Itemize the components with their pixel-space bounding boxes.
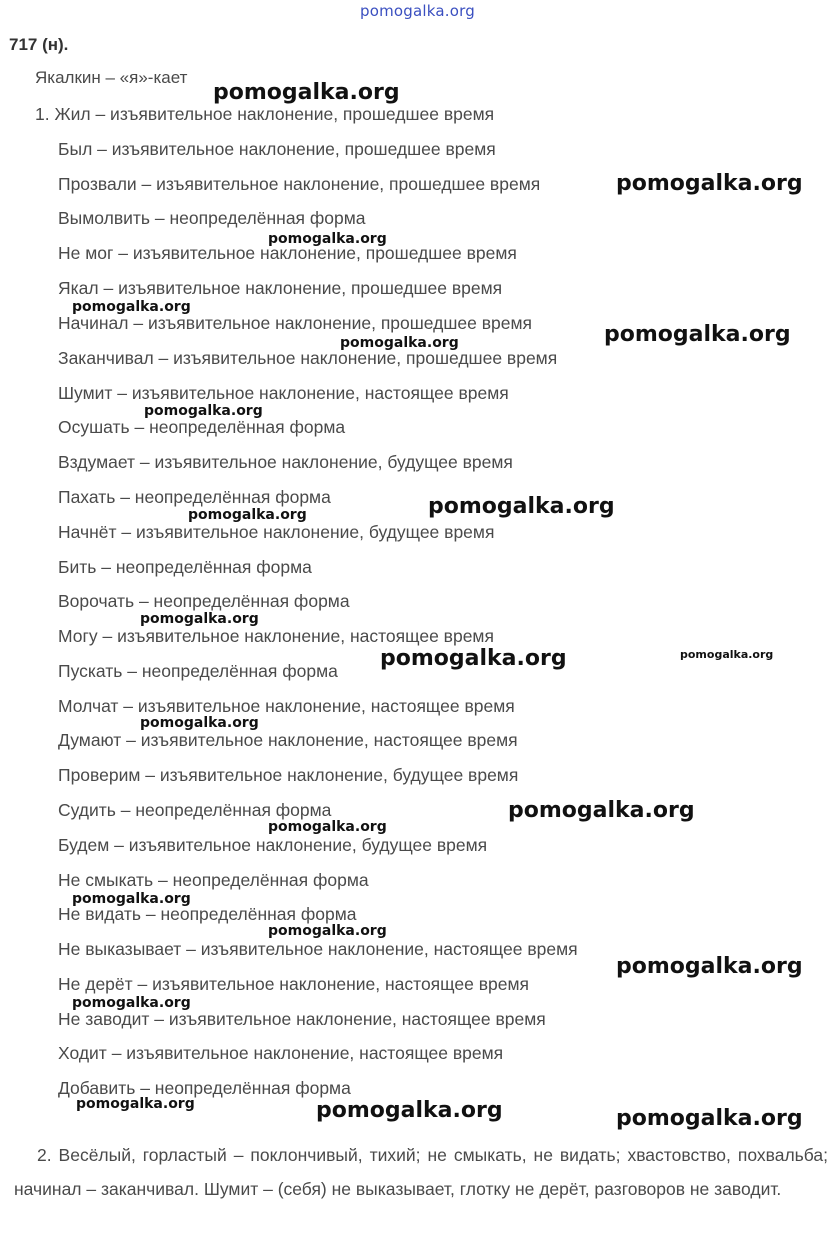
- watermark: pomogalka.org: [140, 715, 259, 731]
- watermark: pomogalka.org: [616, 1106, 803, 1131]
- list-item: Был – изъявительное наклонение, прошедшее время: [58, 139, 496, 159]
- list-item: Бить – неопределённая форма: [58, 557, 312, 577]
- watermark: pomogalka.org: [616, 171, 803, 196]
- list-item: Пахать – неопределённая форма: [58, 487, 331, 507]
- list-item: Начинал – изъявительное наклонение, прошедшее время: [58, 313, 532, 333]
- list-item: Ходит – изъявительное наклонение, настоящее время: [58, 1043, 504, 1063]
- summary-paragraph: 2. Весёлый, горластый – поклончивый, тихий; не смыкать, не видать; хвастовство, похвальба; начинал – заканчивал. Шумит – (себя) не выказывает, глотку не дерёт, разговоров не заводит.: [14, 1145, 828, 1199]
- list-item: Не смыкать – неопределённая форма: [58, 870, 369, 890]
- watermark: pomogalka.org: [76, 1096, 195, 1112]
- list-item: Молчат – изъявительное наклонение, настоящее время: [58, 696, 515, 716]
- list-item: Не мог – изъявительное наклонение, прошедшее время: [58, 243, 517, 263]
- watermark: pomogalka.org: [428, 494, 615, 519]
- list-item: Заканчивал – изъявительное наклонение, прошедшее время: [58, 348, 558, 368]
- watermark: pomogalka.org: [604, 322, 791, 347]
- watermark: pomogalka.org: [188, 507, 307, 523]
- list-item: Судить – неопределённая форма: [58, 800, 332, 820]
- list-item: Думают – изъявительное наклонение, настоящее время: [58, 730, 518, 750]
- list-item: Проверим – изъявительное наклонение, будущее время: [58, 765, 519, 785]
- list-item: Пускать – неопределённая форма: [58, 661, 338, 681]
- list-item: Не выказывает – изъявительное наклонение, настоящее время: [58, 939, 578, 959]
- list-item: Не дерёт – изъявительное наклонение, настоящее время: [58, 974, 529, 994]
- exercise-intro: Якалкин – «я»-кает: [35, 68, 188, 87]
- list-item: Могу – изъявительное наклонение, настоящее время: [58, 626, 494, 646]
- watermark: pomogalka.org: [72, 995, 191, 1011]
- watermark: pomogalka.org: [508, 798, 695, 823]
- watermark: pomogalka.org: [380, 646, 567, 671]
- list-item: Осушать – неопределённая форма: [58, 417, 346, 437]
- list-item: Вздумает – изъявительное наклонение, будущее время: [58, 452, 513, 472]
- list-item: Прозвали – изъявительное наклонение, прошедшее время: [58, 174, 541, 194]
- watermark: pomogalka.org: [316, 1098, 503, 1123]
- list-item: Не заводит – изъявительное наклонение, настоящее время: [58, 1009, 546, 1029]
- watermark: pomogalka.org: [616, 954, 803, 979]
- watermark: pomogalka.org: [72, 891, 191, 907]
- list-item: Якал – изъявительное наклонение, прошедшее время: [58, 278, 503, 298]
- site-header-link[interactable]: pomogalka.org: [360, 2, 475, 20]
- watermark: pomogalka.org: [268, 231, 387, 247]
- watermark: pomogalka.org: [72, 299, 191, 315]
- watermark: pomogalka.org: [140, 611, 259, 627]
- list-item: Ворочать – неопределённая форма: [58, 591, 350, 611]
- watermark: pomogalka.org: [144, 403, 263, 419]
- exercise-number: 717 (н).: [9, 35, 69, 54]
- watermark: pomogalka.org: [268, 923, 387, 939]
- watermark: pomogalka.org: [268, 819, 387, 835]
- watermark: pomogalka.org: [340, 335, 459, 351]
- list-item: Не видать – неопределённая форма: [58, 904, 357, 924]
- list-item: Будем – изъявительное наклонение, будущее время: [58, 835, 488, 855]
- list-item: Шумит – изъявительное наклонение, настоящее время: [58, 383, 509, 403]
- list-item: Добавить – неопределённая форма: [58, 1078, 351, 1098]
- list-item: 1. Жил – изъявительное наклонение, прошедшее время: [35, 104, 495, 124]
- list-item: Начнёт – изъявительное наклонение, будущее время: [58, 522, 495, 542]
- list-item: Вымолвить – неопределённая форма: [58, 208, 366, 228]
- watermark: pomogalka.org: [213, 80, 400, 105]
- watermark: pomogalka.org: [680, 648, 774, 661]
